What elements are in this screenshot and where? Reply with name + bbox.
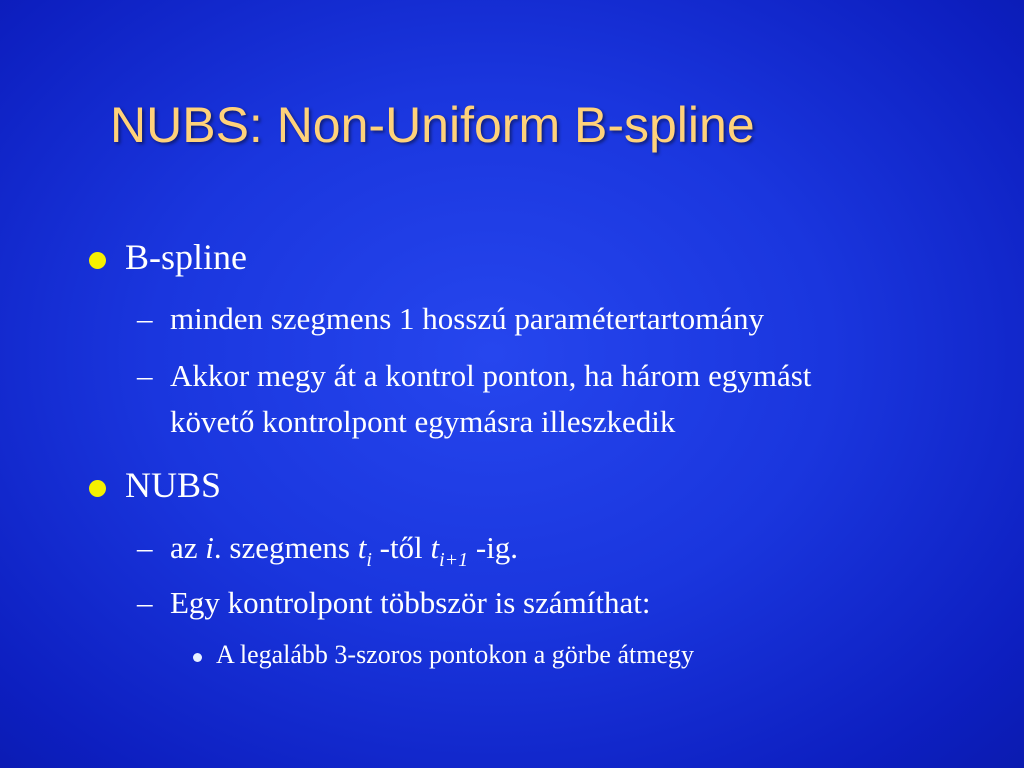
dash-icon: – (137, 585, 153, 620)
bullet-nubs: NUBS (125, 465, 222, 505)
bullet-icon (89, 480, 106, 497)
slide-title: NUBS: Non-Uniform B-spline (110, 97, 755, 153)
bullet-icon (193, 653, 202, 662)
sub-item-segment-range: az i. szegmens $t_i$ -től $t_{i+1}$ -ig. (170, 530, 519, 571)
bullet-b-spline: B-spline (125, 237, 247, 277)
sub-item-multiple-counting: Egy kontrolpont többször is számíthat: (170, 585, 651, 620)
bullet-icon (89, 252, 106, 269)
sub-item-control-point-line1: Akkor megy át a kontrol ponton, ha három egymást (170, 358, 812, 393)
sub-item-segment-length: minden szegmens 1 hosszú paramétertartomány (170, 301, 764, 336)
sub-item-control-point-line2: követő kontrolpont egymásra illeszkedik (170, 404, 676, 439)
dash-icon: – (137, 358, 153, 393)
sub-sub-item-triple-points: A legalább 3-szoros pontokon a görbe átmegy (216, 640, 694, 669)
dash-icon: – (137, 301, 153, 336)
dash-icon: – (137, 530, 153, 565)
